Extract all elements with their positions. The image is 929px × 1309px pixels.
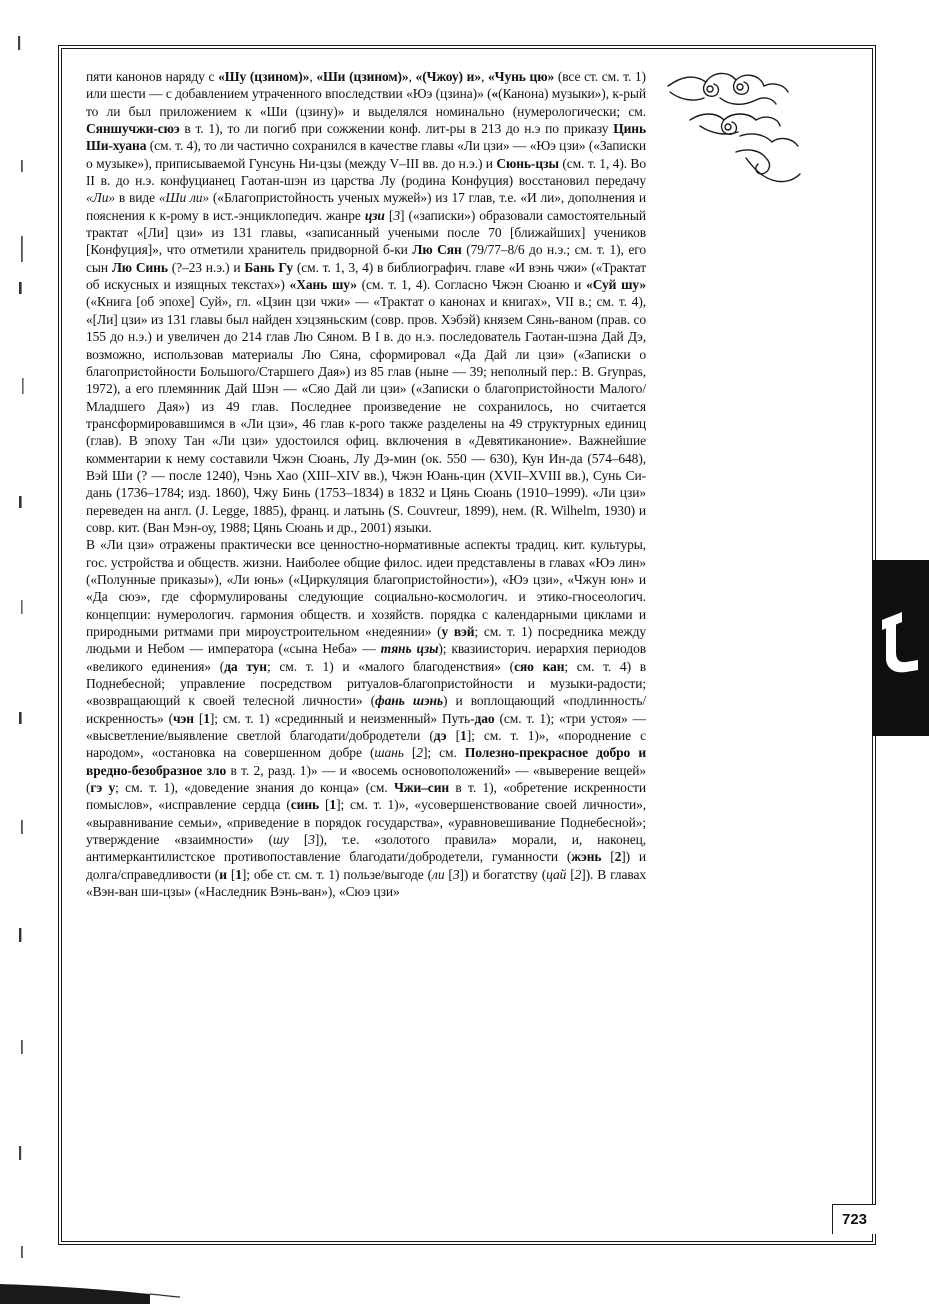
term-run: 1 <box>235 866 242 882</box>
text-run: ); квазиисторич. иерархия периодов «великого единения» ( <box>86 641 647 674</box>
article-body <box>86 68 646 901</box>
text-run: [ <box>226 866 236 882</box>
text-run: в виде <box>115 190 159 206</box>
term-run: у вэй <box>441 624 475 639</box>
text-run: ; см. т. 1), «доведение знания до конца» (см. <box>115 780 394 796</box>
scan-edge-shadow <box>0 1270 929 1304</box>
text-run: в т. 2, разд. 1)» — и «восемь основоположений» — «выверение вещей» ( <box>86 762 646 796</box>
text-run: (см. т. 1, 4). Согласно Чжэн Сюаню и <box>356 277 587 293</box>
text-run: ; см. т. 1) посредника между людьми и Небом — императора («сына Неба» — <box>86 624 646 657</box>
text-run: ]; см. т. 1)», «усовершенствование своей личности», «выравнивание семьи», «приведение в порядок государства», «уравновешивание Поднебесной»; утверждение «взаимности» ( <box>86 797 647 848</box>
term-run: 3 <box>308 832 315 848</box>
term-run: шу <box>272 832 289 848</box>
text-run: [ <box>319 797 330 813</box>
binding-mark <box>21 1246 23 1258</box>
binding-mark <box>19 928 21 942</box>
text-run: [ <box>288 832 309 848</box>
text-run: в т. 1), «обретение искренности помыслов», «исправление сердца ( <box>86 780 646 813</box>
term-run: фань шэнь <box>375 693 443 709</box>
text-run: ]; обе ст. см. т. 1) пользе/выгоде ( <box>241 866 433 882</box>
term-run: «Суй шу» <box>586 277 647 293</box>
text-run: ; см. т. 1) и «малого благоденствия» ( <box>267 658 515 674</box>
text-run: ]) и богатству ( <box>459 866 547 882</box>
text-run: В «Ли цзи» отражены практически все ценностно-нормативные аспекты традиц. кит. культуры, гос. устройства и обществ. жизни. Наиболее общие филос. идеи представлены в главах «Юэ лин» («Полунные приказы»), «Ли юнь» («Циркуляция благопристойности»), «Юэ цзи», «Чжун юн» и «Да сюэ», где сформулированы следующие социально-космологич. и этико-гносеологич. концепции: нумерологич. гармония обществ. и хозяйств. порядка с календарными циклами и природными ритмами при мироустроительном «недеянии» ( <box>86 537 646 639</box>
binding-mark <box>21 600 23 614</box>
term-run: дэ <box>433 728 447 744</box>
term-run: Лю Синь <box>111 259 168 275</box>
text-run: ]; см. т. 1) «срединный и неизменный» Путь- <box>209 710 475 726</box>
term-run: гэ у <box>90 780 116 796</box>
text-run: («Книга [об эпохе] Суй», гл. «Цзин цзи чжи» — «Трактат о канонах и книгах», VII в.; см. т. 4), «[Ли] цзи» из 131 главы был найден хэцзяньским (совр. пров. Хэбэй) князем Сянь-ваном (прав. со 155 до н.э.) и увеличен до 214 глав Лю Сяном. В I в. до н.э. последователь Гаотан-шэна Дай Дэ, возможно, использовав материалы Лю Сяна, сформировал «Да Дай ли цзи» («Записки о благопристойности Большого/Старшего Дая») из 85 глав (ныне — 39; неполный пер.: B. Grynpas, 1972), а его племянник Дай Шэн — «Сяо Дай ли цзи» («Записки о благопристойности Малого/Младшего Дая») из 49 глав. Последнее произведение не сохранилось, но считается трансформировавшимся в «Ли цзи», 46 глав к-рого также разделены на 49 структурных единиц (глав). В эпоху Тан «Ли цзи» удостоился офиц. включения в «Девятиканоние». Важнейшие комментарии к нему составили Чжэн Сюань, Лу Дэ-мин (ок. 550 — 630), Кун Ин-да (574–648), Вэй Ши (? — после 1240), Чэнь Хао (XIII–XIV вв.), Чжэн Юань-цин (XVII–XVIII вв.), Сунь Си-дань (1736–1784; изд. 1860), Чжу Бинь (1753–1834) в 1832 и Цянь Сюань (1910–1999). «Ли цзи» переведен на англ. (J. Legge, 1885), франц. и латынь (S. Couvreur, 1899), нем. (R. Wilhelm, 1930) и совр. кит. (Ван Мэн-оу, 1988; Цянь Сюань и др., 2001) языки. <box>86 294 646 535</box>
text-run: (Канона) музыки»), к-рый то ли был приложением к «Ши (цзину)» и выделялся номинально (нумерологически; см. <box>86 86 646 119</box>
term-run: Лю Сян <box>412 242 462 258</box>
term-run: да тун <box>224 658 267 674</box>
term-run: и <box>219 866 227 882</box>
binding-mark <box>19 1146 21 1160</box>
text-run: (см. т. 1, 3, 4) в библиографич. главе «И вэнь чжи» («Трактат об искусных и изящных текстах») <box>86 259 647 293</box>
term-run: шань <box>374 745 404 761</box>
text-run: , <box>408 69 416 84</box>
text-run: [ <box>446 728 461 744</box>
term-run: дао <box>474 710 495 726</box>
text-run: в т. 1), то ли погиб при сожжении конф. лит-ры в 213 до н.э по приказу <box>179 121 614 137</box>
text-run: [ <box>403 745 417 761</box>
term-run: 2 <box>416 745 423 761</box>
paragraph <box>86 536 646 900</box>
term-run: Чжи–син <box>393 780 450 796</box>
text-run: («Благопристойность ученых мужей») из 17 глав, т.е. «И ли», дополнения и пояснения к к-рому в ист.-энциклопедич. жанре <box>86 190 646 223</box>
term-run: Сюнь-цзы <box>496 155 559 171</box>
term-run: Сяншучжи-сюэ <box>86 121 180 137</box>
text-run: (см. т. 1); «три устоя» — «высветление/выявление светлой благодати/добродетели ( <box>86 710 646 744</box>
term-run: 2 <box>614 849 622 865</box>
text-run: , <box>481 69 488 84</box>
text-run: ]). В главах «Вэн-ван ши-цзы» («Наследник Вэнь-ван»), «Сюэ цзи» <box>86 866 647 900</box>
term-run: «Шу (цзином)» <box>218 69 310 84</box>
text-run: ]) и долга/справедливости ( <box>86 849 646 882</box>
text-run: (см. т. 4), то ли частично сохранился в качестве главы «Ли цзи» — «Юэ цзи» («Записки о музыке»), приписываемой Гунсунь Ни-цзы (между V–III вв. до н.э.) и <box>86 138 646 171</box>
text-run: (?–23 н.э.) и <box>167 259 245 275</box>
text-run: [ <box>193 710 204 726</box>
term-run: «Ли» <box>86 190 115 206</box>
text-run: ]; см. т. 1)», «породнение с народом», «остановка на совершенном добре ( <box>86 728 647 761</box>
term-run: «Ши (цзином)» <box>316 69 409 84</box>
text-run: (все ст. см. т. 1) или шести — с добавлением утраченного впоследствии «Юэ (цзина)» ( <box>86 69 646 102</box>
term-run: «Хань шу» <box>289 277 357 293</box>
term-run: «(Чжоу) и» <box>415 69 481 84</box>
text-run: (см. т. 1, 4). Во II в. до н.э. конфуцианец Гаотан-шэн из царства Лу (родина Конфуция) восстановил передачу <box>86 155 646 189</box>
term-run: Бань Гу <box>244 259 294 275</box>
text-run: (79/77–8/6 до н.э.; см. т. 1), его сын <box>86 242 646 275</box>
scan-edge-svg <box>0 1270 929 1304</box>
binding-mark <box>21 160 23 172</box>
binding-mark <box>19 712 22 724</box>
binding-mark <box>21 820 23 834</box>
term-run: цзи <box>364 207 385 223</box>
term-run: Цинь Ши-хуана <box>86 121 646 154</box>
binding-mark <box>21 1040 23 1054</box>
page-number: 723 <box>832 1204 876 1234</box>
cloud-scroll-icon <box>660 62 810 192</box>
term-run: «Чунь цю» <box>488 69 555 84</box>
text-run: [ <box>601 849 615 865</box>
term-run: 3 <box>393 207 400 223</box>
text-run: ]; см. <box>422 745 465 761</box>
term-run: « <box>491 86 499 102</box>
text-run: пяти канонов наряду с <box>86 69 219 84</box>
text-run: [ <box>566 866 575 882</box>
binding-mark <box>19 496 22 508</box>
term-run: цай <box>546 866 567 882</box>
term-run: Полезно-прекрасное добро и вредно-безобразное зло <box>86 745 647 778</box>
binding-marks <box>0 0 40 1304</box>
text-run: , <box>309 69 317 84</box>
term-run: жэнь <box>571 849 602 865</box>
term-run: 1 <box>203 710 210 726</box>
term-run: 1 <box>329 797 337 813</box>
term-run: 2 <box>574 866 582 882</box>
text-run: [ <box>384 207 394 223</box>
text-run: ]), т.е. «золотого правила» морали, и, наконец, антимеркантилистское противопоставление благодати/добродетели, гуманности ( <box>86 832 647 865</box>
letter-tab-icon <box>872 560 929 736</box>
paragraph <box>86 68 646 536</box>
cloud-scroll-ornament <box>660 62 810 192</box>
term-run: синь <box>290 797 320 813</box>
term-run: сяо кан <box>514 658 565 674</box>
term-run: 1 <box>460 728 467 744</box>
term-run: тянь цзы <box>380 641 439 657</box>
term-run: «Ши ли» <box>158 190 210 206</box>
letter-tab <box>872 560 929 736</box>
text-run: ] («записки») образовали самостоятельный трактат «[Ли] цзи» из 131 главы, «записанный учеными после 70 [ближайших] учеников [Конфуция]», что отметили хранитель придворной б-ки <box>86 207 647 258</box>
term-run: ли <box>432 866 445 882</box>
binding-mark <box>21 236 23 262</box>
term-run: 3 <box>452 866 460 882</box>
binding-mark <box>22 378 24 394</box>
binding-mark <box>19 282 22 294</box>
text-run: ; см. т. 4) в Поднебесной; управление посредством ритуалов-благопристойности и музыки-радости; «возвращающий к своей телесной личности» ( <box>86 658 646 709</box>
binding-marks-svg <box>0 0 40 1304</box>
text-run: ) и воплощающий «подлинность/искренность» ( <box>86 693 646 726</box>
term-run: чэн <box>172 710 194 726</box>
text-run: [ <box>444 866 453 882</box>
binding-mark <box>18 36 20 50</box>
